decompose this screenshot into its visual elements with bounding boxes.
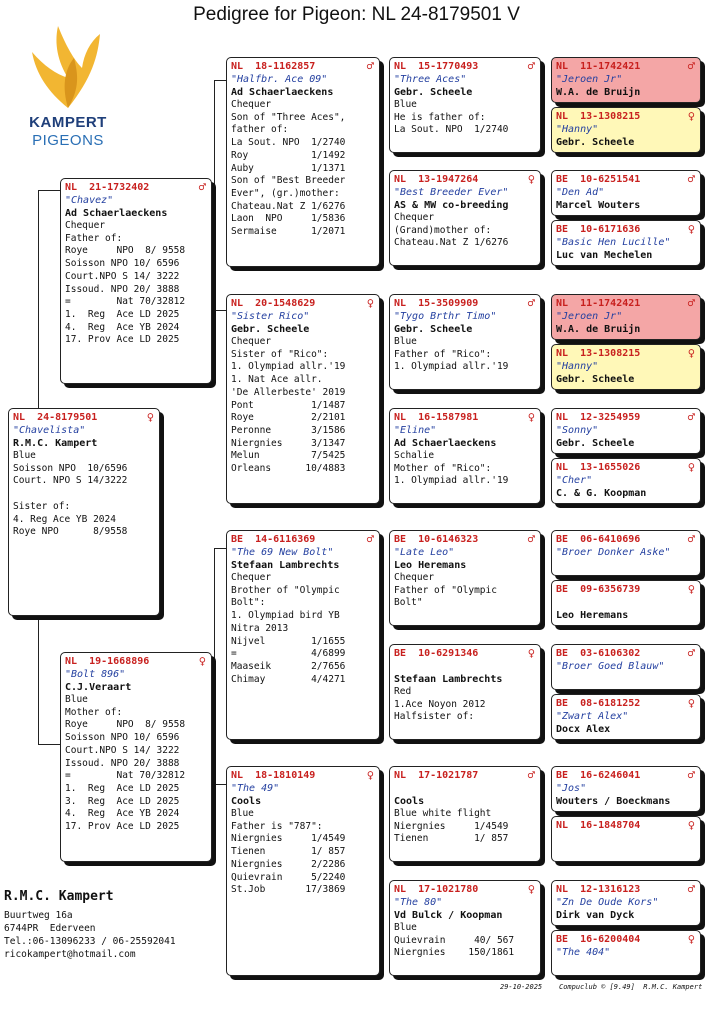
- info-line: Sermaise 1/2071: [231, 226, 346, 238]
- pigeon-name: "Broer Donker Aske": [556, 547, 671, 558]
- info-line: 1. Reg Ace LD 2025: [65, 782, 180, 794]
- pedigree-gg-grandparent[interactable]: [551, 880, 701, 926]
- connector-line: [38, 744, 62, 745]
- info-line: Chateau.Nat Z 1/6276: [231, 200, 346, 212]
- info-line: 3. Reg Ace LD 2025: [65, 795, 180, 807]
- owner-name: Gebr. Scheele: [556, 438, 635, 449]
- pedigree-main-pigeon[interactable]: [8, 408, 160, 616]
- breeder-city: 6744PR Ederveen: [4, 923, 96, 934]
- ring-number: BE 08-6181252: [556, 698, 641, 709]
- sex-symbol: ♀: [687, 582, 695, 596]
- info-line: = Nat 70/32812: [65, 296, 186, 308]
- owner-name: C.J.Veraart: [65, 682, 132, 693]
- info-line: 1. Reg Ace LD 2025: [65, 308, 180, 320]
- pigeon-name: "Hanny": [556, 124, 599, 135]
- connector-line: [38, 190, 39, 410]
- info-line: Roy 1/1492: [231, 149, 346, 161]
- ring-number: NL 12-3254959: [556, 412, 641, 423]
- info-line: Brother of "Olympic: [231, 584, 340, 596]
- owner-name: Ad Schaerlaeckens: [65, 208, 168, 219]
- sex-symbol: ♀: [687, 696, 695, 710]
- pigeon-name: "Halfbr. Ace 09": [231, 74, 328, 85]
- sex-symbol: ♂: [687, 59, 695, 73]
- info-line: Red: [394, 686, 412, 697]
- info-line: He is father of:: [394, 111, 486, 123]
- info-line: Schalie: [394, 450, 435, 461]
- owner-name: Gebr. Scheele: [231, 324, 310, 335]
- info-line: Issoud. NPO 20/ 3888: [65, 283, 180, 295]
- sex-symbol: ♂: [366, 532, 374, 546]
- info-line: Blue: [394, 336, 417, 347]
- info-line: 17. Prov Ace LD 2025: [65, 334, 180, 346]
- pigeon-name: "Jeroen Jr": [556, 311, 623, 322]
- sex-symbol: ♀: [687, 932, 695, 946]
- info-line: Maaseik 2/7656: [231, 660, 346, 672]
- ring-number: NL 17-1021780: [394, 884, 479, 895]
- pedigree-gg-grandparent[interactable]: [551, 220, 701, 266]
- sex-symbol: ♂: [198, 180, 206, 194]
- owner-name: Stefaan Lambrechts: [394, 674, 503, 685]
- owner-name: Vd Bulck / Koopman: [394, 910, 503, 921]
- owner-name: R.M.C. Kampert: [13, 438, 98, 449]
- info-line: Roye NPO 8/ 9558: [65, 719, 186, 731]
- info-line: Bolt": [394, 597, 423, 609]
- info-line: 4. Reg Ace YB 2024: [65, 321, 180, 333]
- ring-number: BE 14-6116369: [231, 534, 316, 545]
- sex-symbol: ♂: [687, 646, 695, 660]
- pigeon-name: "Late Leo": [394, 547, 455, 558]
- sex-symbol: ♀: [146, 410, 154, 424]
- pedigree-gg-grandparent[interactable]: [551, 644, 701, 690]
- sex-symbol: ♀: [527, 172, 535, 186]
- pedigree-gg-grandparent[interactable]: [551, 816, 701, 862]
- owner-name: Ad Schaerlaeckens: [394, 438, 497, 449]
- pedigree-great-grandparent[interactable]: [389, 530, 541, 626]
- owner-name: Luc van Mechelen: [556, 250, 653, 261]
- sex-symbol: ♂: [687, 410, 695, 424]
- sex-symbol: ♂: [527, 768, 535, 782]
- info-line: Tienen 1/ 857: [231, 846, 346, 858]
- owner-name: C. & G. Koopman: [556, 488, 647, 499]
- info-line: Father of:: [65, 232, 123, 244]
- sex-symbol: ♂: [687, 532, 695, 546]
- pigeon-name: [394, 660, 536, 673]
- info-line: Soisson NPO 10/6596: [13, 462, 128, 474]
- info-line: Tienen 1/ 857: [394, 833, 509, 845]
- pigeon-name: "Zwart Alex": [556, 711, 629, 722]
- info-line: La Sout. NPO 1/2740: [394, 124, 509, 136]
- sex-symbol: ♀: [687, 109, 695, 123]
- ring-number: BE 09-6356739: [556, 584, 641, 595]
- connector-line: [214, 784, 226, 785]
- info-line: Blue: [13, 450, 36, 461]
- pigeon-name: "Jos": [556, 783, 587, 794]
- connector-line: [214, 310, 226, 311]
- ring-number: BE 10-6146323: [394, 534, 479, 545]
- connector-line: [214, 80, 215, 310]
- info-line: Chateau.Nat Z 1/6276: [394, 237, 509, 249]
- info-line: Court.NPO S 14/ 3222: [65, 744, 180, 756]
- info-line: Quievrain 5/2240: [231, 871, 346, 883]
- ring-number: NL 11-1742421: [556, 298, 641, 309]
- ring-number: NL 24-8179501: [13, 412, 98, 423]
- ring-number: NL 12-1316123: [556, 884, 641, 895]
- owner-name: Gebr. Scheele: [394, 87, 473, 98]
- owner-name: Gebr. Scheele: [556, 137, 635, 148]
- pedigree-great-grandparent[interactable]: [389, 294, 541, 390]
- info-line: Soisson NPO 10/ 6596: [65, 732, 180, 744]
- pedigree-gg-grandparent[interactable]: [551, 170, 701, 216]
- pedigree-grandmother-paternal[interactable]: [226, 294, 380, 504]
- info-line: Chequer: [394, 212, 435, 223]
- info-line: Blue: [394, 922, 417, 933]
- pedigree-great-grandparent[interactable]: [389, 880, 541, 976]
- info-line: 17. Prov Ace LD 2025: [65, 821, 180, 833]
- ring-number: BE 03-6106302: [556, 648, 641, 659]
- ring-number: NL 19-1668896: [65, 656, 150, 667]
- pedigree-grandmother-maternal[interactable]: [226, 766, 380, 976]
- sex-symbol: ♀: [687, 460, 695, 474]
- sex-symbol: ♂: [366, 59, 374, 73]
- owner-name: Marcel Wouters: [556, 200, 641, 211]
- pigeon-name: "Zn De Oude Kors": [556, 897, 659, 908]
- pedigree-gg-grandparent[interactable]: [551, 930, 701, 976]
- pigeon-name: "The 80": [394, 897, 443, 908]
- pedigree-great-grandparent[interactable]: [389, 644, 541, 740]
- info-line: father of:: [231, 124, 289, 136]
- pigeon-name: "Chavez": [65, 195, 114, 206]
- pigeon-name: "Sister Rico": [231, 311, 310, 322]
- info-line: Court.NPO S 14/ 3222: [65, 270, 180, 282]
- connector-line: [38, 190, 62, 191]
- info-line: Auby 1/1371: [231, 162, 346, 174]
- info-line: Chequer: [231, 572, 272, 583]
- info-line: Blue: [231, 808, 254, 819]
- info-line: (Grand)mother of:: [394, 224, 492, 236]
- info-line: 1. Olympiad allr.'19: [231, 361, 346, 373]
- info-line: 'De Allerbeste' 2019: [231, 386, 346, 398]
- pedigree-gg-grandparent[interactable]: [551, 458, 701, 504]
- pigeon-name: [556, 596, 696, 609]
- owner-name: Stefaan Lambrechts: [231, 560, 340, 571]
- info-line: = 4/6899: [231, 648, 346, 660]
- owner-name: Cools: [394, 796, 425, 807]
- info-line: Nitra 2013: [231, 622, 289, 634]
- pedigree-gg-grandparent[interactable]: [551, 694, 701, 740]
- owner-name: Docx Alex: [556, 724, 611, 735]
- page-title: Pedigree for Pigeon: NL 24-8179501 V: [193, 4, 520, 25]
- info-line: Soisson NPO 10/ 6596: [65, 258, 180, 270]
- sex-symbol: ♂: [527, 532, 535, 546]
- info-line: Father is "787":: [231, 820, 323, 832]
- bird-wing-icon: [18, 22, 118, 112]
- info-line: 4. Reg Ace YB 2024: [65, 808, 180, 820]
- info-line: Niergnies 150/1861: [394, 947, 515, 959]
- info-line: Roye NPO 8/9558: [13, 526, 128, 538]
- info-line: Ever", (gr.)mother:: [231, 187, 340, 199]
- owner-name: AS & MW co-breeding: [394, 200, 509, 211]
- pigeon-name: "Jeroen Jr": [556, 74, 623, 85]
- owner-name: Cools: [231, 796, 262, 807]
- info-line: Mother of "Rico":: [394, 462, 492, 474]
- info-line: 1.Ace Noyon 2012: [394, 698, 486, 710]
- pedigree-gg-grandparent[interactable]: [551, 294, 701, 340]
- info-line: [13, 488, 155, 501]
- pedigree-gg-grandparent[interactable]: [551, 766, 701, 812]
- ring-number: BE 10-6251541: [556, 174, 641, 185]
- ring-number: NL 11-1742421: [556, 61, 641, 72]
- info-line: Chequer: [231, 99, 272, 110]
- pedigree-gg-grandparent[interactable]: [551, 57, 701, 103]
- pigeon-name: "Basic Hen Lucille": [556, 237, 671, 248]
- sex-symbol: ♂: [527, 296, 535, 310]
- sex-symbol: ♀: [366, 296, 374, 310]
- info-line: Peronne 3/1586: [231, 424, 346, 436]
- pigeon-name: "Best Breeder Ever": [394, 187, 509, 198]
- owner-name: Leo Heremans: [394, 560, 467, 571]
- info-line: Father of "Rico":: [394, 348, 492, 360]
- pedigree-gg-grandparent[interactable]: [551, 580, 701, 626]
- info-line: 1. Nat Ace allr.: [231, 374, 323, 386]
- logo-word-kampert: KAMPERT: [29, 114, 107, 131]
- info-line: Orleans 10/4883: [231, 463, 346, 475]
- info-line: Blue: [394, 99, 417, 110]
- info-line: Son of "Best Breeder: [231, 175, 346, 187]
- breeder-phone: Tel.:06-13096233 / 06-25592041: [4, 936, 176, 947]
- pedigree-great-grandparent[interactable]: [389, 766, 541, 862]
- ring-number: NL 13-1655026: [556, 462, 641, 473]
- info-line: Sister of:: [13, 500, 71, 512]
- pigeon-name: [394, 782, 536, 795]
- pigeon-name: "Three Aces": [394, 74, 467, 85]
- info-line: Niergnies 2/2286: [231, 858, 346, 870]
- connector-line: [214, 548, 215, 784]
- sex-symbol: ♂: [687, 768, 695, 782]
- pedigree-great-grandparent[interactable]: [389, 408, 541, 504]
- pedigree-great-grandparent[interactable]: [389, 57, 541, 153]
- info-line: Chequer: [394, 572, 435, 583]
- info-line: 4. Reg Ace YB 2024: [13, 513, 116, 525]
- owner-name: Gebr. Scheele: [556, 374, 635, 385]
- ring-number: NL 13-1308215: [556, 111, 641, 122]
- pigeon-name: "Den Ad": [556, 187, 605, 198]
- owner-name: W.A. de Bruijn: [556, 324, 641, 335]
- sex-symbol: ♀: [527, 882, 535, 896]
- owner-name: Gebr. Scheele: [394, 324, 473, 335]
- ring-number: BE 06-6410696: [556, 534, 641, 545]
- pigeon-name: "Chavelista": [13, 425, 86, 436]
- owner-name: Wouters / Boeckmans: [556, 796, 671, 807]
- owner-name: Dirk van Dyck: [556, 910, 635, 921]
- owner-name: Leo Heremans: [556, 610, 629, 621]
- pedigree-gg-grandparent[interactable]: [551, 344, 701, 390]
- info-line: Laon NPO 1/5836: [231, 213, 346, 225]
- info-line: Pont 1/1487: [231, 399, 346, 411]
- pedigree-great-grandparent[interactable]: [389, 170, 541, 266]
- info-line: Bolt":: [231, 597, 266, 609]
- ring-number: NL 21-1732402: [65, 182, 150, 193]
- ring-number: NL 16-1587981: [394, 412, 479, 423]
- ring-number: NL 13-1308215: [556, 348, 641, 359]
- info-line: St.Job 17/3869: [231, 884, 346, 896]
- ring-number: NL 18-1810149: [231, 770, 316, 781]
- ring-number: BE 10-6291346: [394, 648, 479, 659]
- connector-line: [38, 618, 39, 744]
- info-line: Niergnies 1/4549: [394, 820, 509, 832]
- pedigree-gg-grandparent[interactable]: [551, 107, 701, 153]
- ring-number: NL 18-1162857: [231, 61, 316, 72]
- pigeon-name: "The 69 New Bolt": [231, 547, 334, 558]
- info-line: 1. Olympiad bird YB: [231, 610, 340, 622]
- ring-number: BE 16-6200404: [556, 934, 641, 945]
- sex-symbol: ♀: [366, 768, 374, 782]
- info-line: Issoud. NPO 20/ 3888: [65, 757, 180, 769]
- info-line: Halfsister of:: [394, 711, 475, 723]
- ring-number: NL 15-3509909: [394, 298, 479, 309]
- pigeon-name: "The 404": [556, 947, 611, 958]
- pigeon-name: "Bolt 896": [65, 669, 126, 680]
- info-line: Niergnies 1/4549: [231, 833, 346, 845]
- breeder-name: R.M.C. Kampert: [4, 889, 114, 904]
- connector-line: [214, 548, 226, 549]
- info-line: Niergnies 3/1347: [231, 437, 346, 449]
- sex-symbol: ♂: [687, 172, 695, 186]
- sex-symbol: ♂: [687, 296, 695, 310]
- sex-symbol: ♀: [527, 646, 535, 660]
- info-line: Sister of "Rico":: [231, 348, 329, 360]
- info-line: La Sout. NPO 1/2740: [231, 137, 346, 149]
- ring-number: NL 13-1947264: [394, 174, 479, 185]
- info-line: Blue white flight: [394, 808, 492, 819]
- ring-number: NL 16-1848704: [556, 820, 641, 831]
- pedigree-gg-grandparent[interactable]: [551, 408, 701, 454]
- sex-symbol: ♂: [527, 59, 535, 73]
- ring-number: BE 16-6246041: [556, 770, 641, 781]
- info-line: Chequer: [65, 220, 106, 231]
- pigeon-name: "Cher": [556, 475, 593, 486]
- owner-name: Ad Schaerlaeckens: [231, 87, 334, 98]
- sex-symbol: ♀: [687, 346, 695, 360]
- pigeon-name: "Sonny": [556, 425, 599, 436]
- ring-number: NL 15-1770493: [394, 61, 479, 72]
- pedigree-mother[interactable]: [60, 652, 212, 862]
- info-line: Nijvel 1/1655: [231, 635, 346, 647]
- info-line: Roye 2/2101: [231, 412, 346, 424]
- pigeon-name: "Broer Goed Blauw": [556, 661, 665, 672]
- breeder-info: [4, 888, 176, 961]
- kampert-logo: [18, 22, 118, 154]
- sex-symbol: ♀: [687, 222, 695, 236]
- sex-symbol: ♀: [687, 818, 695, 832]
- pigeon-name: "Hanny": [556, 361, 599, 372]
- logo-word-pigeons: PIGEONS: [32, 132, 104, 149]
- info-line: 1. Olympiad allr.'19: [394, 361, 509, 373]
- info-line: Mother of:: [65, 706, 123, 718]
- pigeon-name: "The 49": [231, 783, 280, 794]
- ring-number: BE 10-6171636: [556, 224, 641, 235]
- breeder-email: ricokampert@hotmail.com: [4, 949, 136, 960]
- pedigree-grandfather-paternal[interactable]: [226, 57, 380, 267]
- ring-number: NL 17-1021787: [394, 770, 479, 781]
- pigeon-name: "Eline": [394, 425, 437, 436]
- info-line: Quievrain 40/ 567: [394, 934, 515, 946]
- breeder-address: Buurtweg 16a: [4, 910, 73, 921]
- pigeon-name: "Tygo Brthr Timo": [394, 311, 497, 322]
- pedigree-father[interactable]: [60, 178, 212, 384]
- info-line: Son of "Three Aces",: [231, 111, 346, 123]
- sex-symbol: ♀: [527, 410, 535, 424]
- connector-line: [214, 80, 226, 81]
- pedigree-grandfather-maternal[interactable]: [226, 530, 380, 740]
- info-line: = Nat 70/32812: [65, 770, 186, 782]
- info-line: Roye NPO 8/ 9558: [65, 245, 186, 257]
- info-line: Chimay 4/4271: [231, 673, 346, 685]
- owner-name: W.A. de Bruijn: [556, 87, 641, 98]
- info-line: Melun 7/5425: [231, 450, 346, 462]
- info-line: Blue: [65, 694, 88, 705]
- info-line: Father of "Olympic: [394, 584, 497, 596]
- info-line: 1. Olympiad allr.'19: [394, 475, 509, 487]
- ring-number: NL 20-1548629: [231, 298, 316, 309]
- info-line: Chequer: [231, 336, 272, 347]
- print-info: 29-10-2025 Compuclub © [9.49] R.M.C. Kampert: [500, 983, 703, 991]
- sex-symbol: ♀: [198, 654, 206, 668]
- info-line: Court. NPO S 14/3222: [13, 475, 128, 487]
- sex-symbol: ♂: [687, 882, 695, 896]
- pedigree-gg-grandparent[interactable]: [551, 530, 701, 576]
